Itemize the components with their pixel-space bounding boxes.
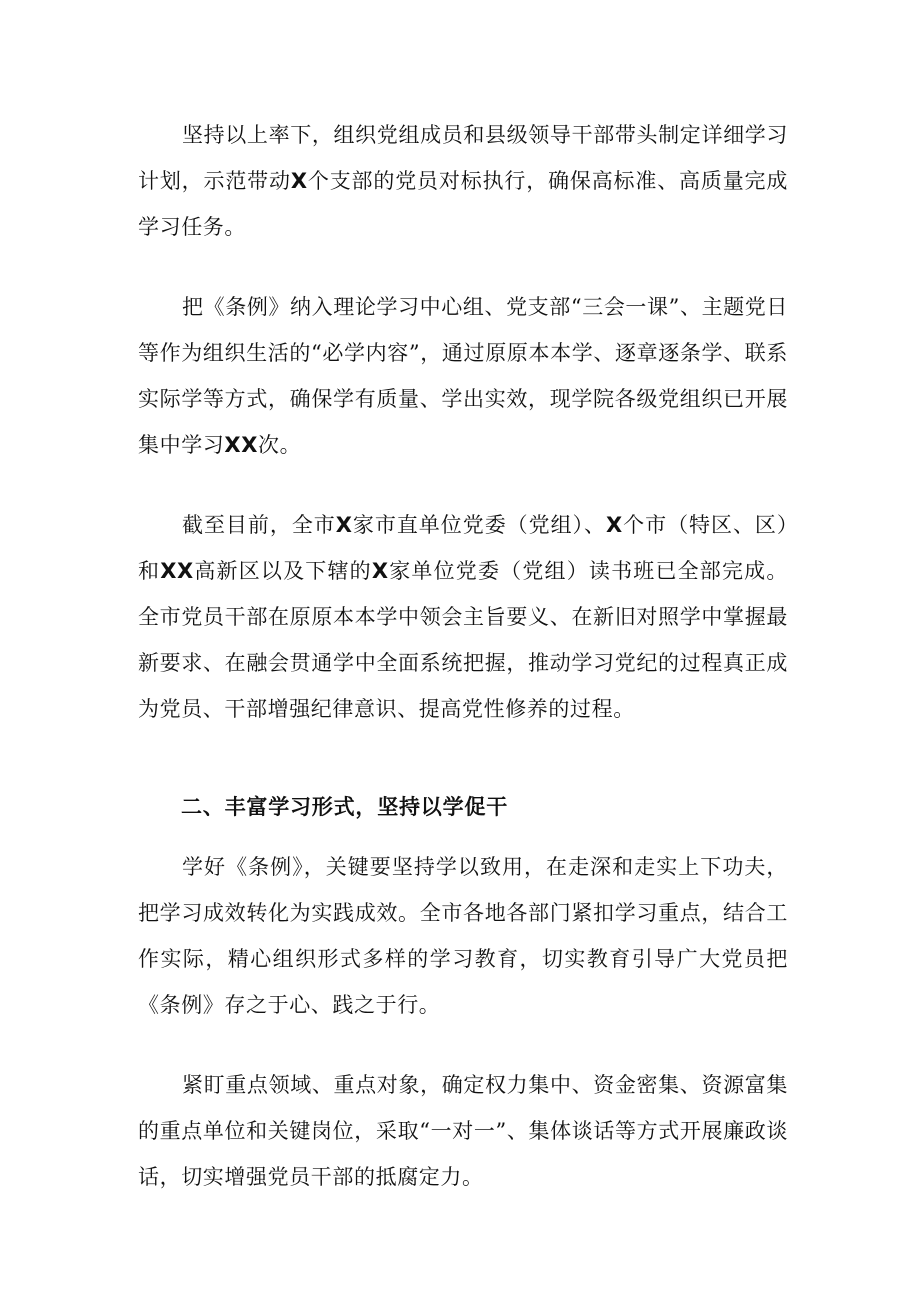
section-heading: 二、丰富学习形式，坚持以学促干: [181, 795, 508, 819]
paragraph-2: 把《条例》纳入理论学习中心组、党支部“三会一课”、主题党日等作为组织生活的“必学内容”，通过原原本本学、逐章逐条学、联系实际学等方式，确保学有质量、学出实效，现学院各级党组织已开展集中学习XX次。: [138, 295, 788, 457]
document-body: [138, 112, 788, 1200]
paragraph-5: 紧盯重点领域、重点对象，确定权力集中、资金密集、资源富集的重点单位和关键岗位，采取“一对一”、集体谈话等方式开展廉政谈话，切实增强党员干部的抵腐定力。: [138, 1073, 788, 1189]
paragraph-1: 坚持以上率下，组织党组成员和县级领导干部带头制定详细学习计划，示范带动X个支部的党员对标执行，确保高标准、高质量完成学习任务。: [138, 123, 788, 239]
paragraph-4: 学好《条例》，关键要坚持学以致用，在走深和走实上下功夫，把学习成效转化为实践成效。全市各地各部门紧扣学习重点，结合工作实际，精心组织形式多样的学习教育，切实教育引导广大党员把《条例》存之于心、践之于行。: [138, 855, 788, 1017]
paragraph-3: 截至目前，全市X家市直单位党委（党组）、X个市（特区、区）和XX高新区以及下辖的X家单位党委（党组）读书班已全部完成。全市党员干部在原原本本学中领会主旨要义、在新旧对照学中掌握最新要求、在融会贯通学中全面系统把握，推动学习党纪的过程真正成为党员、干部增强纪律意识、提高党性修养的过程。: [138, 513, 788, 721]
